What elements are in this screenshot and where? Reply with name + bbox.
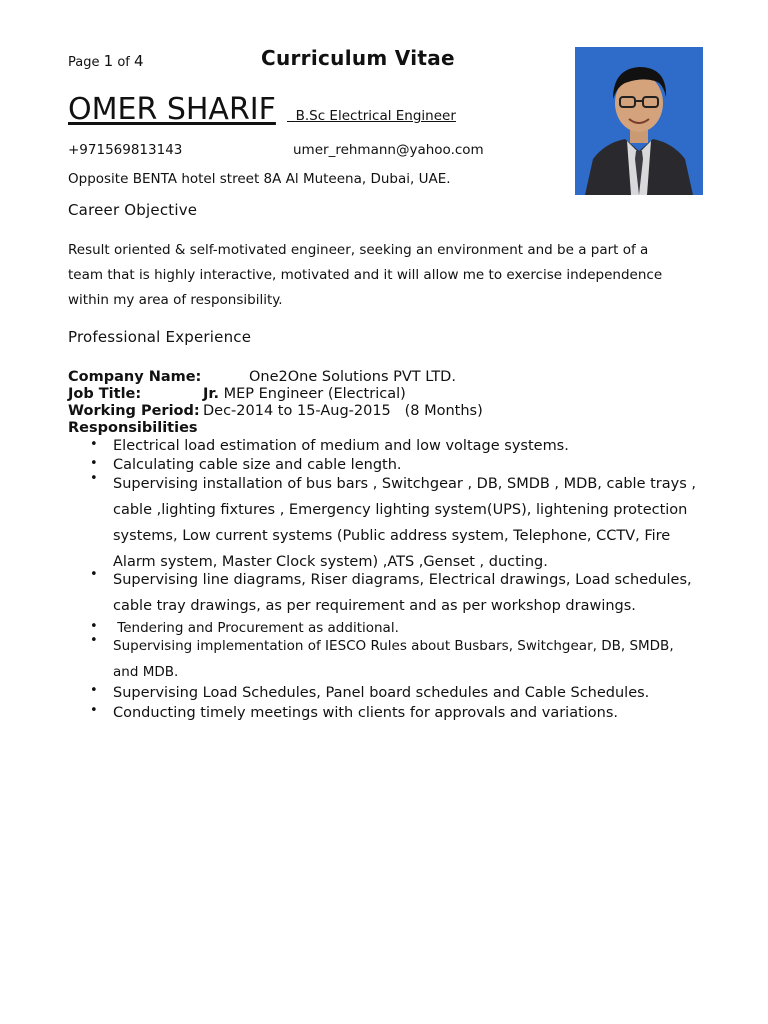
professional-experience-heading: Professional Experience [68, 328, 252, 346]
responsibility-line: Calculating cable size and cable length. [113, 457, 402, 473]
responsibility-line: Supervising Load Schedules, Panel board schedules and Cable Schedules. [113, 685, 650, 701]
responsibility-line: cable tray drawings, as per requirement and as per workshop drawings. [113, 598, 636, 614]
objective-line: team that is highly interactive, motivated and it will allow me to exercise independence [68, 267, 663, 283]
profile-photo [575, 47, 703, 195]
responsibility-item [90, 683, 710, 703]
responsibility-line: Conducting timely meetings with clients for approvals and variations. [113, 705, 619, 721]
responsibility-item [90, 703, 710, 723]
objective-line: Result oriented & self-motivated engineer, seeking an environment and be a part of a [68, 242, 649, 258]
responsibilities-label: Responsibilities [68, 420, 198, 436]
page-number: 1 [103, 52, 114, 70]
page-of: of [117, 55, 130, 70]
responsibility-line: Tendering and Procurement as additional. [113, 620, 399, 636]
candidate-degree: B.Sc Electrical Engineer [295, 108, 456, 124]
bullet-icon: • [90, 471, 98, 486]
responsibility-line: Electrical load estimation of medium and low voltage systems. [113, 438, 569, 454]
job-title-text: MEP Engineer (Electrical) [223, 386, 406, 402]
responsibility-item [90, 633, 710, 685]
page-prefix: Page [68, 55, 100, 70]
page-total: 4 [133, 52, 144, 70]
bullet-icon: • [90, 437, 98, 452]
page-indicator [68, 52, 144, 70]
working-period-value: Dec-2014 to 15-Aug-2015 (8 Months) [203, 403, 483, 419]
responsibility-item [90, 437, 710, 455]
bullet-icon: • [90, 703, 98, 718]
responsibility-line: Supervising line diagrams, Riser diagrams, Electrical drawings, Load schedules, [113, 572, 692, 588]
responsibility-line: cable ,lighting fixtures , Emergency lighting system(UPS), lightening protection [113, 502, 688, 518]
portrait-image [575, 47, 703, 195]
career-objective-heading: Career Objective [68, 201, 198, 219]
responsibility-line: Supervising implementation of IESCO Rules about Busbars, Switchgear, DB, SMDB, [113, 638, 674, 654]
bullet-icon: • [90, 567, 98, 582]
responsibility-line: systems, Low current systems (Public address system, Telephone, CCTV, Fire [113, 528, 671, 544]
responsibility-line: and MDB. [113, 664, 179, 680]
career-objective-text [68, 238, 708, 313]
job-title-prefix: Jr. [203, 386, 219, 402]
responsibilities-list [90, 437, 710, 723]
postal-address: Opposite BENTA hotel street 8A Al Muteena, Dubai, UAE. [68, 171, 451, 187]
candidate-name: OMER SHARIF [68, 92, 276, 127]
job-title-label: Job Title: [68, 386, 142, 402]
company-name-value: One2One Solutions PVT LTD. [249, 369, 456, 385]
bullet-icon: • [90, 456, 98, 471]
bullet-icon: • [90, 683, 98, 698]
bullet-icon: • [90, 619, 98, 634]
responsibility-item [90, 471, 710, 575]
responsibility-line: Alarm system, Master Clock system) ,ATS ,Genset , ducting. [113, 554, 548, 570]
objective-line: within my area of responsibility. [68, 292, 283, 308]
email-address: umer_rehmann@yahoo.com [293, 142, 484, 158]
bullet-icon: • [90, 633, 98, 648]
document-title: Curriculum Vitae [261, 46, 455, 70]
responsibility-item [90, 567, 710, 619]
working-period-label: Working Period: [68, 403, 200, 419]
company-name-label: Company Name: [68, 369, 202, 385]
responsibility-line: Supervising installation of bus bars , Switchgear , DB, SMDB , MDB, cable trays , [113, 476, 696, 492]
phone-number: +971569813143 [68, 142, 183, 158]
job-title-value [203, 386, 406, 402]
